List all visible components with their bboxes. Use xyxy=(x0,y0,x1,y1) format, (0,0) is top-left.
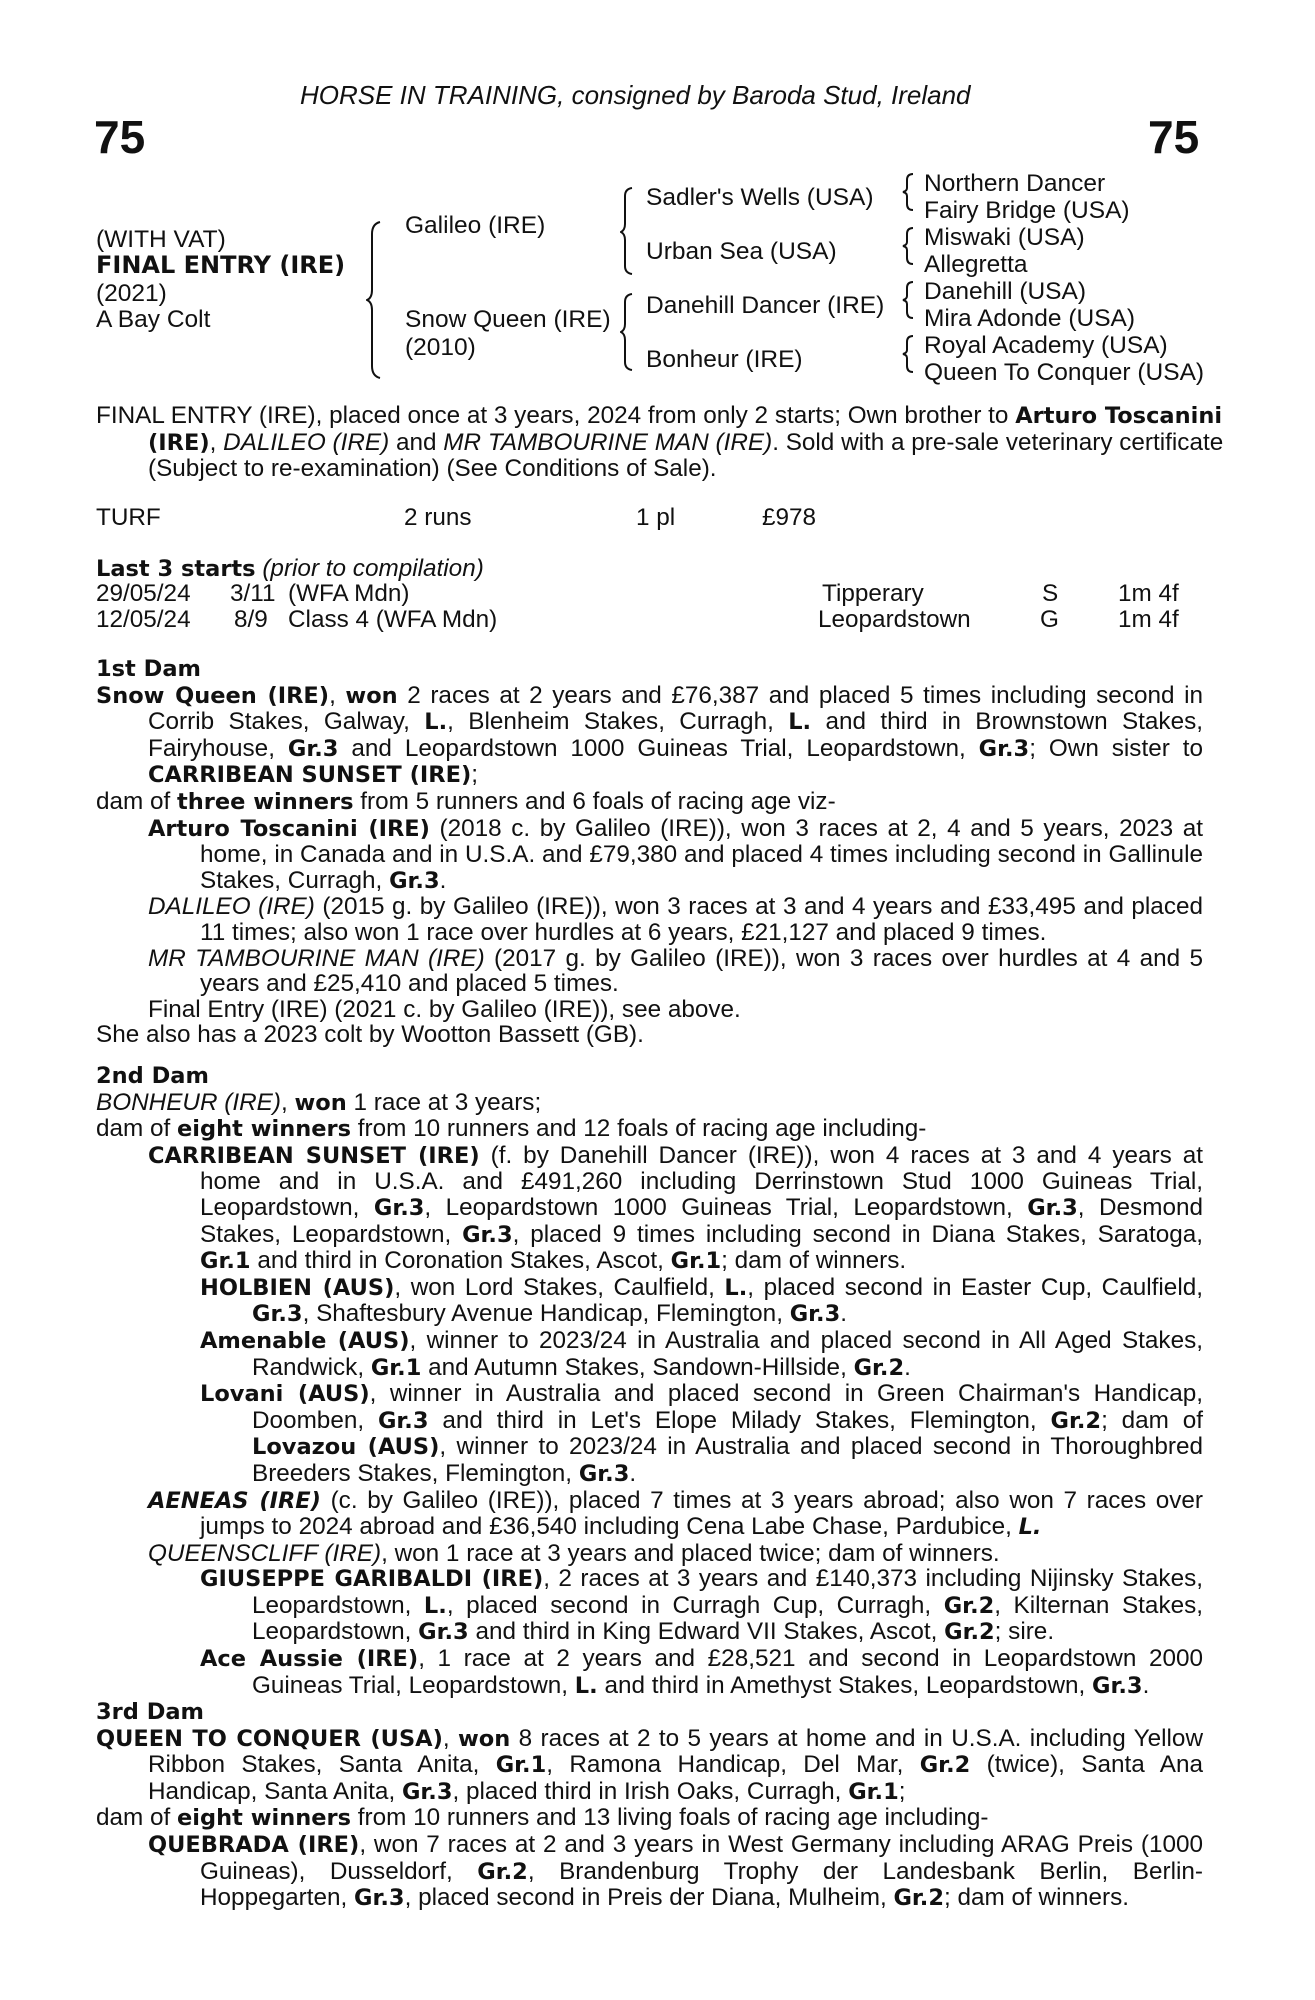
produce-entry: AENEAS (IRE) (c. by Galileo (IRE)), placed 7 times at 3 years abroad; also won 7 races over jumps to 2024 abroad and £36,540 including Cena Labe Chase, Pardubice, L. xyxy=(148,1486,1203,1541)
pedigree-g3-2: Fairy Bridge (USA) xyxy=(924,197,1130,224)
start-course: Tipperary xyxy=(822,580,924,607)
produce-entry: HOLBIEN (AUS), won Lord Stakes, Caulfield, L., placed second in Easter Cup, Caulfield, Gr.3, Shaftesbury Avenue Handicap, Flemington, Gr.3. xyxy=(200,1273,1203,1328)
third-dam-section xyxy=(96,1700,1203,1912)
first-dam-heading: 1st Dam xyxy=(96,656,201,682)
horse-description: A Bay Colt xyxy=(96,306,211,333)
pedigree-brace-3 xyxy=(620,292,638,372)
produce-entry: DALILEO (IRE) (2015 g. by Galileo (IRE)), won 3 races at 3 and 4 years and £33,495 and placed 11 times; also won 1 race over hurdles at 6 years, £21,127 and placed 9 times. xyxy=(148,893,1203,946)
record-runs: 2 runs xyxy=(404,504,472,531)
pedigree-brace-1 xyxy=(366,220,386,380)
third-dam-heading: 3rd Dam xyxy=(96,1699,204,1725)
start-position: 8/9 xyxy=(234,606,268,633)
pedigree-g3-4: Allegretta xyxy=(924,251,1028,278)
third-dam-produce-summary: dam of eight winners from 10 runners and 13 living foals of racing age including- xyxy=(96,1804,989,1832)
produce-entry: Amenable (AUS), winner to 2023/24 in Australia and placed second in All Aged Stakes, Randwick, Gr.1 and Autumn Stakes, Sandown-Hillside, Gr.2. xyxy=(200,1326,1203,1381)
lot-number-right: 75 xyxy=(1148,111,1200,163)
pedigree-dam-dam: Bonheur (IRE) xyxy=(646,346,803,373)
second-dam-record: BONHEUR (IRE), won 1 race at 3 years; xyxy=(96,1088,542,1116)
produce-entry: CARRIBEAN SUNSET (IRE) (f. by Danehill Dancer (IRE)), won 4 races at 3 and 4 years at home and in U.S.A. and £491,260 including Derrinstown Stud 1000 Guineas Trial, Leopardstown, Gr.3, Leopardstown 1000 Guineas Trial, Leopardstown, Gr.3, Desmond Stakes, Leopardstown, Gr.3, placed 9 times including second in Diana Stakes, Saratoga, Gr.1 and third in Coronation Stakes, Ascot, Gr.1; dam of winners. xyxy=(148,1141,1204,1275)
start-race: (WFA Mdn) xyxy=(288,580,410,607)
vat-note: (WITH VAT) xyxy=(96,226,226,253)
start-distance: 1m 4f xyxy=(1118,606,1179,633)
third-dam-record: QUEEN TO CONQUER (USA), won 8 races at 2 to 5 years at home and in U.S.A. including Yellow Ribbon Stakes, Santa Anita, Gr.1, Ramona Handicap, Del Mar, Gr.2 (twice), Santa Ana Handicap, Santa Anita, Gr.3, placed third in Irish Oaks, Curragh, Gr.1; xyxy=(96,1724,1203,1805)
pedigree-g3-5: Danehill (USA) xyxy=(924,278,1087,305)
produce-entry: Final Entry (IRE) (2021 c. by Galileo (IRE)), see above. xyxy=(148,995,741,1023)
start-course: Leopardstown xyxy=(818,606,971,633)
first-dam-produce-summary: dam of three winners from 5 runners and 6 foals of racing age viz- xyxy=(96,787,836,815)
consignment-line: HORSE IN TRAINING, consigned by Baroda Stud, Ireland xyxy=(300,80,971,110)
pedigree-dam-year: (2010) xyxy=(405,334,476,361)
pedigree-dam-sire: Danehill Dancer (IRE) xyxy=(646,292,885,319)
pedigree-g3-8: Queen To Conquer (USA) xyxy=(924,359,1205,386)
start-position: 3/11 xyxy=(230,580,276,607)
produce-entry: QUEENSCLIFF (IRE), won 1 race at 3 years and placed twice; dam of winners. xyxy=(148,1539,1000,1567)
record-earnings: £978 xyxy=(762,504,817,531)
pedigree-g3-6: Mira Adonde (USA) xyxy=(924,305,1136,332)
pedigree-dam: Snow Queen (IRE) xyxy=(405,306,611,333)
produce-entry: Ace Aussie (IRE), 1 race at 2 years and £28,521 and second in Leopardstown 2000 Guineas Trial, Leopardstown, L. and third in Amethyst Stakes, Leopardstown, Gr.3. xyxy=(200,1645,1203,1699)
pedigree-brace-5 xyxy=(902,226,918,266)
pedigree-brace-7 xyxy=(902,334,918,374)
start-date: 29/05/24 xyxy=(96,580,191,607)
pedigree-g3-7: Royal Academy (USA) xyxy=(924,332,1168,359)
first-dam-section xyxy=(96,657,1203,1048)
start-going: G xyxy=(1040,606,1059,633)
pedigree-g3-3: Miswaki (USA) xyxy=(924,224,1085,251)
pedigree-brace-6 xyxy=(902,280,918,320)
intro-paragraph: FINAL ENTRY (IRE), placed once at 3 years, 2024 from only 2 starts; Own brother to Arturo Toscanini (IRE), DALILEO (IRE) and MR TAMBOURINE MAN (IRE). Sold with a pre-sale veterinary certificate (Subject to re-examination) (See Conditions of Sale). xyxy=(96,402,1224,483)
pedigree-g3-1: Northern Dancer xyxy=(924,170,1106,197)
first-dam-record: Snow Queen (IRE), won 2 races at 2 years and £76,387 and placed 5 times including second in Corrib Stakes, Galway, L., Blenheim Stakes, Curragh, L. and third in Brownstown Stakes, Fairyhouse, Gr.3 and Leopardstown 1000 Guineas Trial, Leopardstown, Gr.3; Own sister to CARRIBEAN SUNSET (IRE); xyxy=(96,681,1203,789)
second-dam-heading: 2nd Dam xyxy=(96,1063,209,1089)
pedigree-brace-4 xyxy=(902,172,918,212)
start-race: Class 4 (WFA Mdn) xyxy=(288,606,498,633)
pedigree-sire: Galileo (IRE) xyxy=(405,212,546,239)
horse-year: (2021) xyxy=(96,280,167,307)
first-dam-note: She also has a 2023 colt by Wootton Bassett (GB). xyxy=(96,1021,644,1049)
produce-entry: GIUSEPPE GARIBALDI (IRE), 2 races at 3 years and £140,373 including Nijinsky Stakes, Leopardstown, L., placed second in Curragh Cup, Curragh, Gr.2, Kilternan Stakes, Leopardstown, Gr.3 and third in King Edward VII Stakes, Ascot, Gr.2; sire. xyxy=(200,1565,1204,1646)
produce-entry: QUEBRADA (IRE), won 7 races at 2 and 3 years in West Germany including ARAG Preis (1000 Guineas), Dusseldorf, Gr.2, Brandenburg Trophy der Landesbank Berlin, Berlin-Hoppegarten, Gr.3, placed second in Preis der Diana, Mulheim, Gr.2; dam of winners. xyxy=(148,1830,1204,1912)
second-dam-produce-summary: dam of eight winners from 10 runners and 12 foals of racing age including- xyxy=(96,1115,927,1143)
start-going: S xyxy=(1042,580,1059,607)
record-surface: TURF xyxy=(96,504,161,531)
record-placed: 1 pl xyxy=(636,504,676,531)
produce-entry: MR TAMBOURINE MAN (IRE) (2017 g. by Galileo (IRE)), won 3 races over hurdles at 4 and 5 years and £25,410 and placed 5 times. xyxy=(148,944,1203,998)
horse-name: FINAL ENTRY (IRE) xyxy=(96,251,346,279)
produce-entry: Lovani (AUS), winner in Australia and placed second in Green Chairman's Handicap, Doomben, Gr.3 and third in Let's Elope Milady Stakes, Flemington, Gr.2; dam of Lovazou (AUS), winner to 2023/24 in Australia and placed second in Thoroughbred Breeders Stakes, Flemington, Gr.3. xyxy=(200,1380,1204,1487)
pedigree-brace-2 xyxy=(620,186,638,276)
start-distance: 1m 4f xyxy=(1118,580,1179,607)
last-starts-heading: Last 3 starts (prior to compilation) xyxy=(96,555,484,582)
produce-entry: Arturo Toscanini (IRE) (2018 c. by Galileo (IRE)), won 3 races at 2, 4 and 5 years, 2023 at home, in Canada and in U.S.A. and £79,380 and placed 4 times including second in Gallinule Stakes, Curragh, Gr.3. xyxy=(148,814,1203,894)
pedigree-sire-sire: Sadler's Wells (USA) xyxy=(646,184,874,211)
lot-number-left: 75 xyxy=(94,111,146,163)
start-date: 12/05/24 xyxy=(96,606,191,633)
pedigree-sire-dam: Urban Sea (USA) xyxy=(646,238,837,265)
second-dam-section xyxy=(96,1064,1203,1699)
